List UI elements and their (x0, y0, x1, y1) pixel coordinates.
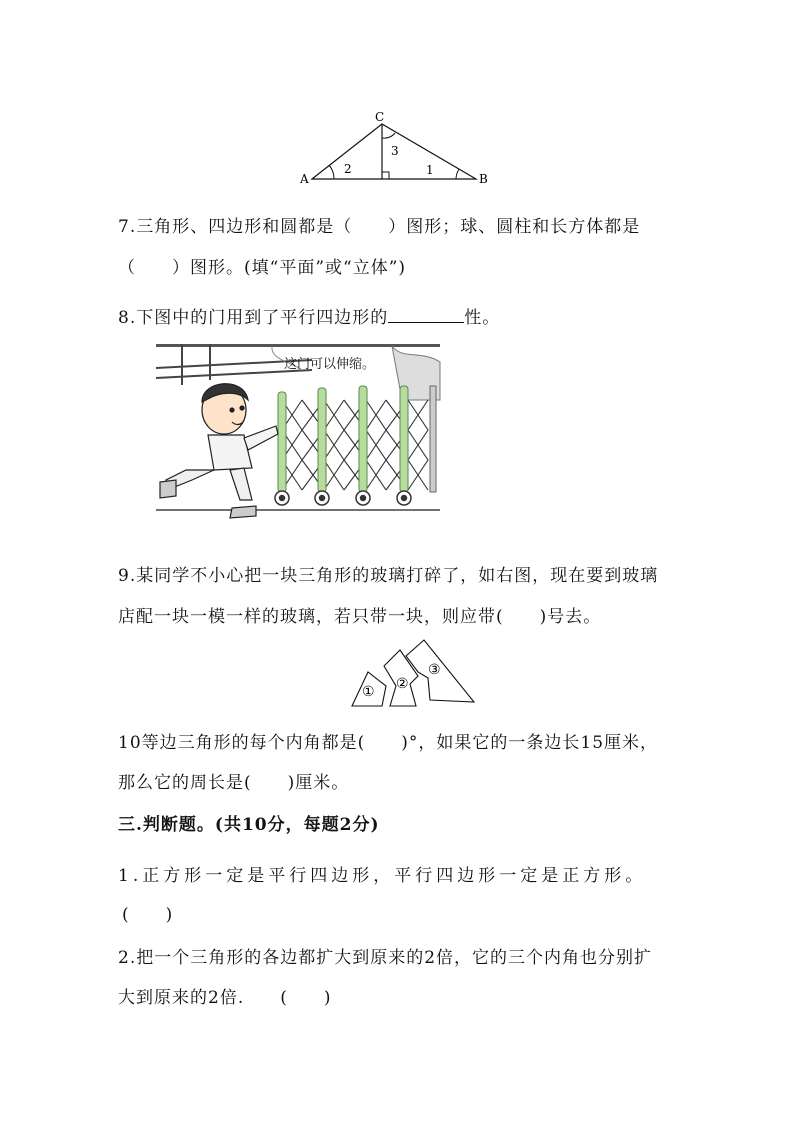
j1-line-1: 1.正方形一定是平行四边形，平行四边形一定是正方形。 (118, 866, 647, 886)
q8-line (118, 303, 500, 328)
q10-line-1: 10等边三角形的每个内角都是( )°，如果它的一条边长15厘米， (118, 733, 659, 753)
q9-line-2: 店配一块一模一样的玻璃，若只带一块，则应带( )号去。 (118, 607, 602, 627)
section-3-heading: 三.判断题。(共10分，每题2分) (118, 815, 380, 835)
j2-line-1: 2.把一个三角形的各边都扩大到原来的2倍，它的三个内角也分别扩 (118, 948, 653, 968)
vertex-c-label: C (375, 110, 385, 124)
q7-line-1: 7.三角形、四边形和圆都是（ ）图形；球、圆柱和长方体都是 (118, 217, 641, 237)
j1-answer-paren: ( ) (122, 905, 174, 925)
angle-3-arc (382, 133, 395, 138)
q8-text-after: 性。 (464, 308, 501, 328)
vertex-b-label: B (479, 172, 488, 186)
q9-line-1: 9.某同学不小心把一块三角形的玻璃打碎了，如右图，现在要到玻璃 (118, 566, 659, 586)
angle-2-arc (329, 165, 334, 179)
q10-line-2: 那么它的周长是( )厘米。 (118, 773, 350, 793)
glass-piece-3-label: ③ (428, 662, 441, 678)
q8-text-before: 8.下图中的门用到了平行四边形的 (118, 308, 389, 328)
q8-answer-blank (388, 306, 464, 323)
angle-2-label: 2 (344, 162, 352, 176)
triangle-abc-figure (296, 108, 496, 188)
right-angle-mark (382, 172, 389, 179)
angle-1-label: 1 (426, 163, 434, 177)
broken-glass-figure (348, 636, 478, 712)
angle-1-arc (456, 169, 459, 179)
glass-piece-2-label: ② (396, 676, 409, 692)
q7-line-2: （ ）图形。(填“平面”或“立体”) (118, 258, 407, 278)
glass-piece-1-label: ① (362, 684, 375, 700)
vertex-a-label: A (300, 172, 309, 186)
gate-speech-text: 这门可以伸缩。 (284, 357, 376, 372)
gate-illustration (152, 340, 444, 520)
j2-line-2: 大到原来的2倍. ( ) (118, 988, 332, 1008)
angle-3-label: 3 (391, 144, 399, 158)
